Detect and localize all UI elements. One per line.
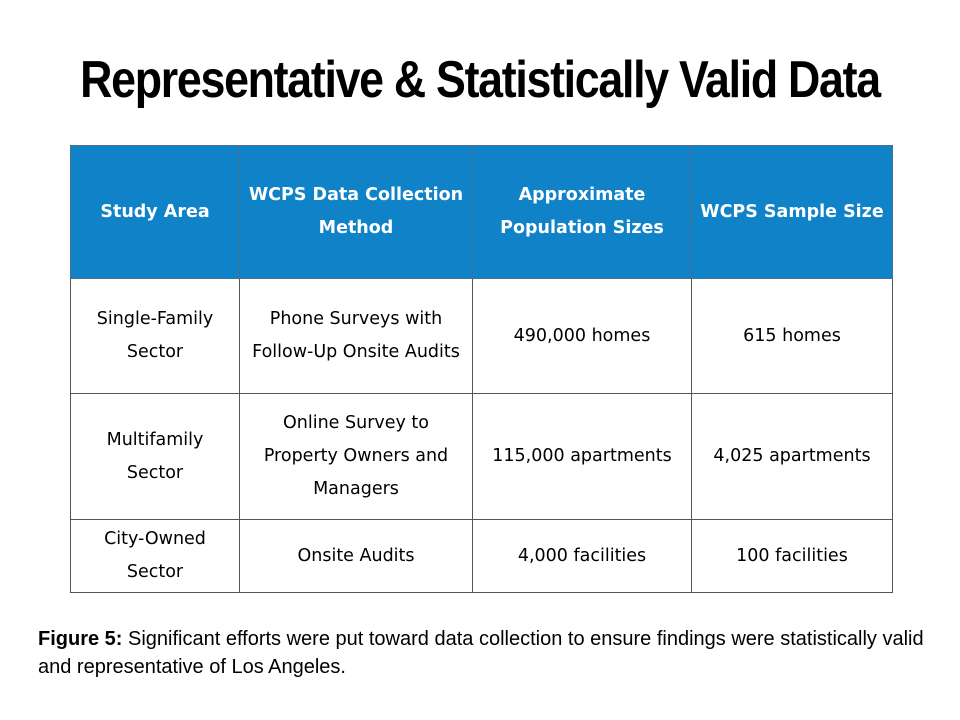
data-collection-table: [70, 145, 893, 593]
cell-population-size: 490,000 homes: [473, 279, 692, 394]
header-population-sizes: Approximate Population Sizes: [473, 146, 692, 279]
cell-population-size: 4,000 facilities: [473, 520, 692, 593]
caption-label: Figure 5:: [38, 628, 123, 650]
slide-title: Representative & Statistically Valid Data: [80, 51, 880, 109]
cell-study-area: Single-Family Sector: [71, 279, 240, 394]
header-study-area: Study Area: [71, 146, 240, 279]
cell-collection-method: Online Survey to Property Owners and Managers: [240, 394, 473, 520]
table-header-row: [71, 146, 893, 279]
cell-population-size: 115,000 apartments: [473, 394, 692, 520]
cell-study-area: Multifamily Sector: [71, 394, 240, 520]
figure-caption: [38, 625, 928, 681]
cell-study-area: City-Owned Sector: [71, 520, 240, 593]
table-row: [71, 520, 893, 593]
cell-sample-size: 100 facilities: [692, 520, 893, 593]
caption-text: Significant efforts were put toward data collection to ensure findings were statistically valid and representative of Los Angeles.: [38, 628, 924, 678]
table-row: [71, 279, 893, 394]
cell-sample-size: 615 homes: [692, 279, 893, 394]
table-row: [71, 394, 893, 520]
cell-collection-method: Phone Surveys with Follow-Up Onsite Audits: [240, 279, 473, 394]
header-sample-size: WCPS Sample Size: [692, 146, 893, 279]
header-collection-method: WCPS Data Collection Method: [240, 146, 473, 279]
cell-collection-method: Onsite Audits: [240, 520, 473, 593]
cell-sample-size: 4,025 apartments: [692, 394, 893, 520]
